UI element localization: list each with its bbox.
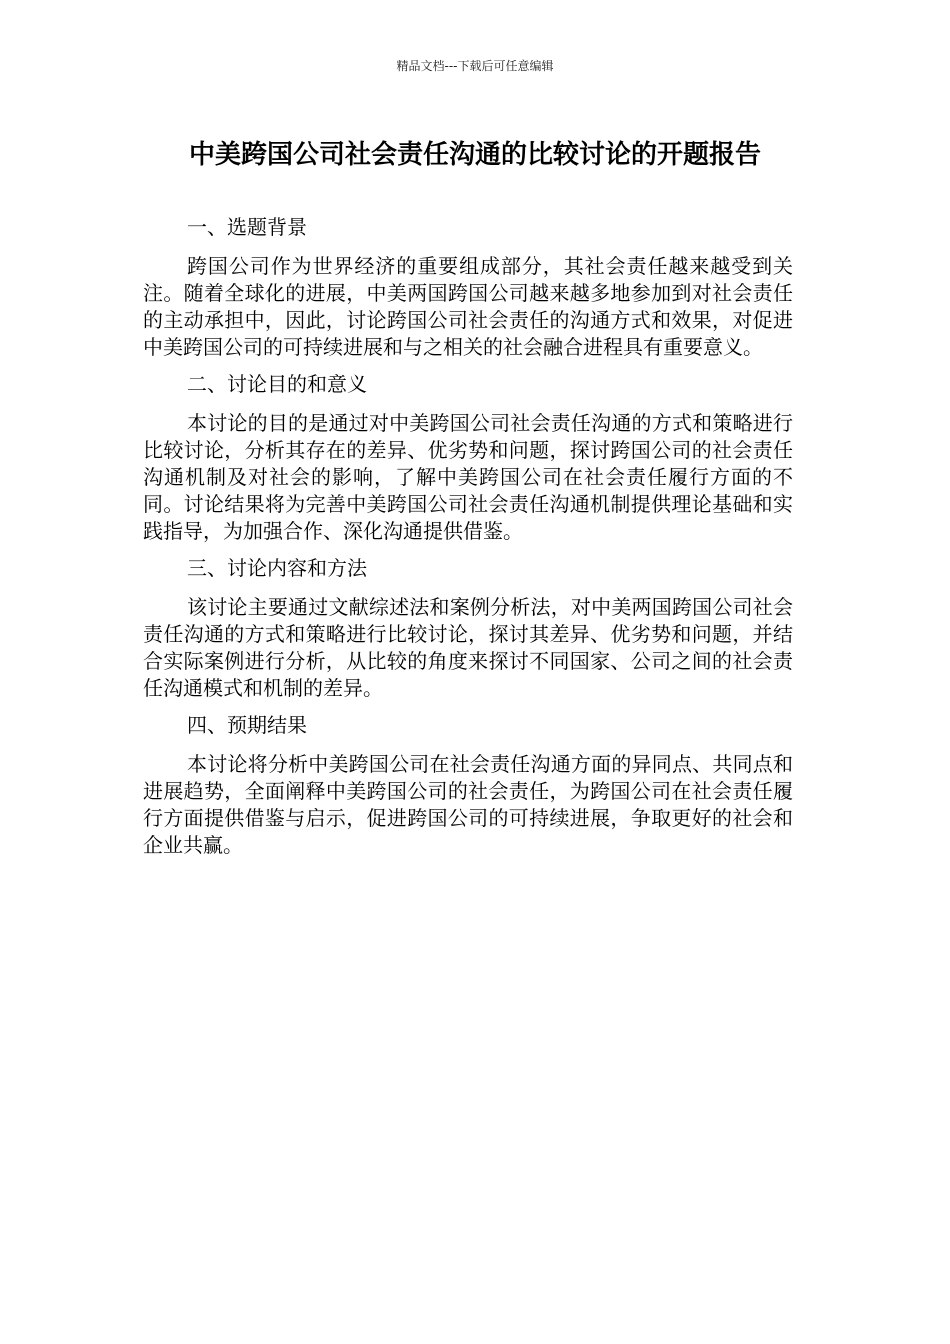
section-heading-expected-results: 四、预期结果 [187, 713, 307, 737]
section-paragraph-content-methods: 该讨论主要通过文献综述法和案例分析法，对中美两国跨国公司社会责任沟通的方式和策略进行比较讨论，探讨其差异、优劣势和问题，并结合实际案例进行分析，从比较的角度来探讨不同国家、公司之间的社会责任沟通模式和机制的差异。 [143, 595, 793, 700]
header-note: 精品文档---下载后可任意编辑 [396, 59, 554, 73]
section-paragraph-purpose: 本讨论的目的是通过对中美跨国公司社会责任沟通的方式和策略进行比较讨论，分析其存在的差异、优劣势和问题，探讨跨国公司的社会责任沟通机制及对社会的影响，了解中美跨国公司在社会责任履行方面的不同。讨论结果将为完善中美跨国公司社会责任沟通机制提供理论基础和实践指导，为加强合作、深化沟通提供借鉴。 [143, 411, 793, 543]
section-paragraph-expected-results: 本讨论将分析中美跨国公司在社会责任沟通方面的异同点、共同点和进展趋势，全面阐释中美跨国公司的社会责任，为跨国公司在社会责任履行方面提供借鉴与启示，促进跨国公司的可持续进展，争取更好的社会和企业共赢。 [143, 752, 793, 857]
document-body [143, 212, 793, 867]
section-heading-purpose: 二、讨论目的和意义 [187, 372, 367, 396]
section-heading-content-methods: 三、讨论内容和方法 [187, 556, 367, 580]
section-heading-background: 一、选题背景 [187, 215, 307, 239]
document-title: 中美跨国公司社会责任沟通的比较讨论的开题报告 [188, 140, 761, 170]
section-paragraph-background: 跨国公司作为世界经济的重要组成部分，其社会责任越来越受到关注。随着全球化的进展，中美两国跨国公司越来越多地参加到对社会责任的主动承担中，因此，讨论跨国公司社会责任的沟通方式和效果，对促进中美跨国公司的可持续进展和与之相关的社会融合进程具有重要意义。 [143, 254, 793, 359]
